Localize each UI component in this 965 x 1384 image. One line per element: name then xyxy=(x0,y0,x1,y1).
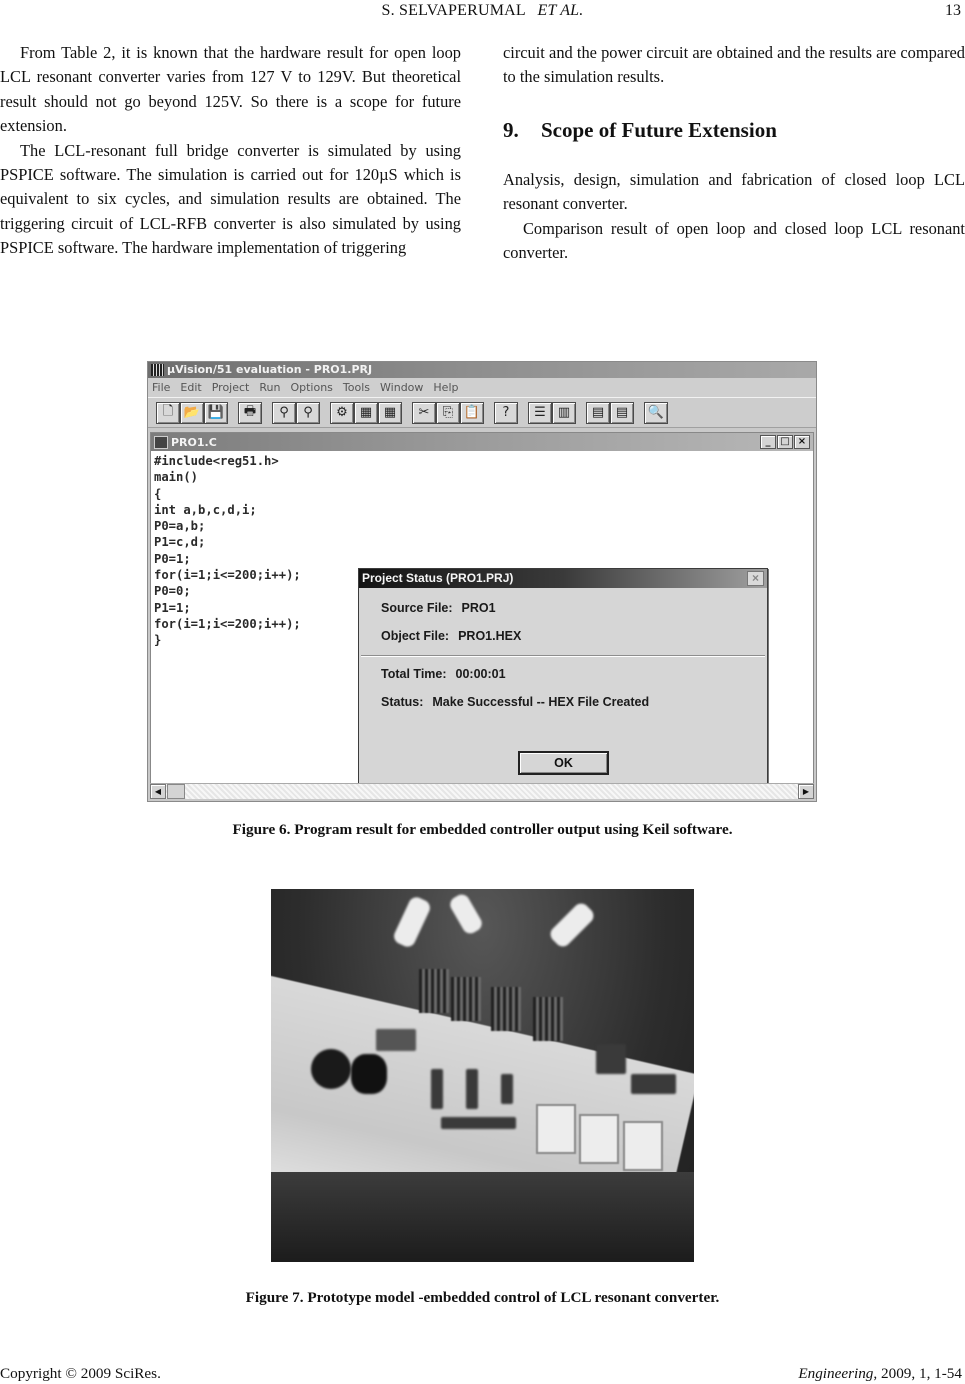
total-time-label: Total Time: xyxy=(381,667,447,681)
menu-window[interactable]: Window xyxy=(380,381,424,394)
find-icon[interactable]: ⚲ xyxy=(272,402,296,424)
object-file-value: PRO1.HEX xyxy=(458,629,522,643)
dialog-titlebar xyxy=(359,569,767,588)
watch-window-icon[interactable]: ▤ xyxy=(610,402,634,424)
code-line: P0=a,b; xyxy=(154,519,206,534)
code-line: for(i=1;i<=200;i++); xyxy=(154,616,301,631)
paragraph: From Table 2, it is known that the hardware result for open loop LCL resonant converter varies from 127 V to 129V. But theoretical result should not go beyond 125V. So there is a scope for future extension. xyxy=(0,43,461,136)
figure-6-caption: Figure 6. Program result for embedded controller output using Keil software. xyxy=(232,821,733,838)
new-file-icon[interactable]: 🗋 xyxy=(156,402,180,424)
paste-icon[interactable]: 📋 xyxy=(460,402,484,424)
document-icon xyxy=(154,436,168,449)
left-column xyxy=(0,41,461,261)
minimize-icon[interactable]: _ xyxy=(760,435,776,449)
output-window-icon[interactable]: ▤ xyxy=(586,402,610,424)
status-label: Status: xyxy=(381,695,424,709)
section-title: Scope of Future Extension xyxy=(541,117,777,142)
section-heading xyxy=(503,117,965,143)
close-icon[interactable]: × xyxy=(747,571,764,586)
close-icon[interactable]: × xyxy=(794,435,810,449)
maximize-icon[interactable]: □ xyxy=(777,435,793,449)
source-file-value: PRO1 xyxy=(461,601,496,615)
project-status-dialog xyxy=(358,568,768,784)
cut-icon[interactable]: ✂ xyxy=(412,402,436,424)
source-file-label: Source File: xyxy=(381,601,453,615)
toolbar xyxy=(148,398,816,428)
paragraph: Comparison result of open loop and closed loop LCL resonant converter. xyxy=(503,218,965,263)
object-file-row xyxy=(381,629,521,643)
scrollbar-thumb[interactable] xyxy=(167,784,185,799)
object-file-label: Object File: xyxy=(381,629,450,643)
app-title: µVision/51 evaluation - PRO1.PRJ xyxy=(167,363,373,376)
code-line: P0=1; xyxy=(154,551,191,566)
page-number: 13 xyxy=(945,2,961,19)
menu-help[interactable]: Help xyxy=(433,381,459,394)
code-line: { xyxy=(154,486,162,501)
window-controls xyxy=(760,435,810,449)
menu-edit[interactable]: Edit xyxy=(180,381,202,394)
figure-7-prototype-photo xyxy=(271,889,694,1262)
dialog-title: Project Status (PRO1.PRJ) xyxy=(362,571,514,585)
copy-icon[interactable]: ⎘ xyxy=(436,402,460,424)
compile-icon[interactable]: ⚙ xyxy=(330,402,354,424)
code-line: P0=0; xyxy=(154,584,191,599)
menu-tools[interactable]: Tools xyxy=(342,381,371,394)
citation: , 2009, 1, 1-54 xyxy=(873,1365,962,1382)
help-icon[interactable]: ? xyxy=(494,402,518,424)
section-number: 9. xyxy=(503,117,519,142)
open-folder-icon[interactable]: 📂 xyxy=(180,402,204,424)
window-cascade-icon[interactable]: ☰ xyxy=(528,402,552,424)
window-tile-icon[interactable]: ▥ xyxy=(552,402,576,424)
code-line: P1=c,d; xyxy=(154,535,206,550)
total-time-row xyxy=(381,667,506,681)
right-column xyxy=(503,41,965,265)
app-titlebar xyxy=(148,362,816,378)
code-line: for(i=1;i<=200;i++); xyxy=(154,568,301,583)
find-next-icon[interactable]: ⚲ xyxy=(296,402,320,424)
scroll-right-icon[interactable]: ▶ xyxy=(798,784,814,799)
running-header xyxy=(0,2,965,24)
divider xyxy=(361,655,765,657)
journal-citation xyxy=(798,1365,962,1383)
source-file-row xyxy=(381,601,496,615)
ok-button[interactable]: OK xyxy=(518,751,609,775)
save-icon[interactable]: 💾 xyxy=(204,402,228,424)
status-row xyxy=(381,695,649,709)
scroll-left-icon[interactable]: ◀ xyxy=(150,784,166,799)
rebuild-icon[interactable]: ▦ xyxy=(378,402,402,424)
print-icon[interactable]: 🖶 xyxy=(238,402,262,424)
figure-6-keil-screenshot xyxy=(147,361,817,802)
app-icon xyxy=(151,364,164,376)
paragraph: Analysis, design, simulation and fabrication of closed loop LCL resonant converter. xyxy=(503,169,965,214)
menubar xyxy=(148,378,816,398)
author-line xyxy=(0,2,965,20)
build-icon[interactable]: ▦ xyxy=(354,402,378,424)
editor-titlebar xyxy=(151,433,813,451)
status-value: Make Successful -- HEX File Created xyxy=(432,695,650,709)
paragraph: The LCL-resonant full bridge converter is simulated by using PSPICE software. The simulation is carried out for 120µS which is equivalent to six cycles, and simulation results are obtained. The triggering circuit of LCL-RFB converter is also simulated by using PSPICE software. The hardware implementation of triggering xyxy=(0,140,461,258)
code-line: P1=1; xyxy=(154,600,191,615)
menu-file[interactable]: File xyxy=(152,381,171,394)
code-line: } xyxy=(154,633,162,648)
total-time-value: 00:00:01 xyxy=(455,667,506,681)
et-al: ET AL. xyxy=(537,2,584,19)
menu-options[interactable]: Options xyxy=(290,381,333,394)
code-line: int a,b,c,d,i; xyxy=(154,502,257,517)
code-line: main() xyxy=(154,470,199,485)
debug-icon[interactable]: 🔍 xyxy=(644,402,668,424)
menu-run[interactable]: Run xyxy=(259,381,281,394)
horizontal-scrollbar[interactable] xyxy=(150,783,814,799)
copyright: Copyright © 2009 SciRes. xyxy=(0,1365,161,1382)
figure-7-caption: Figure 7. Prototype model -embedded control of LCL resonant converter. xyxy=(245,1289,720,1306)
paragraph-continuation: circuit and the power circuit are obtained and the results are compared to the simulation results. xyxy=(503,43,965,87)
authors: S. SELVAPERUMAL xyxy=(381,2,526,19)
journal-name: Engineering xyxy=(798,1365,874,1382)
menu-project[interactable]: Project xyxy=(211,381,250,394)
editor-title: PRO1.C xyxy=(171,435,217,449)
code-line: #include<reg51.h> xyxy=(154,454,279,468)
